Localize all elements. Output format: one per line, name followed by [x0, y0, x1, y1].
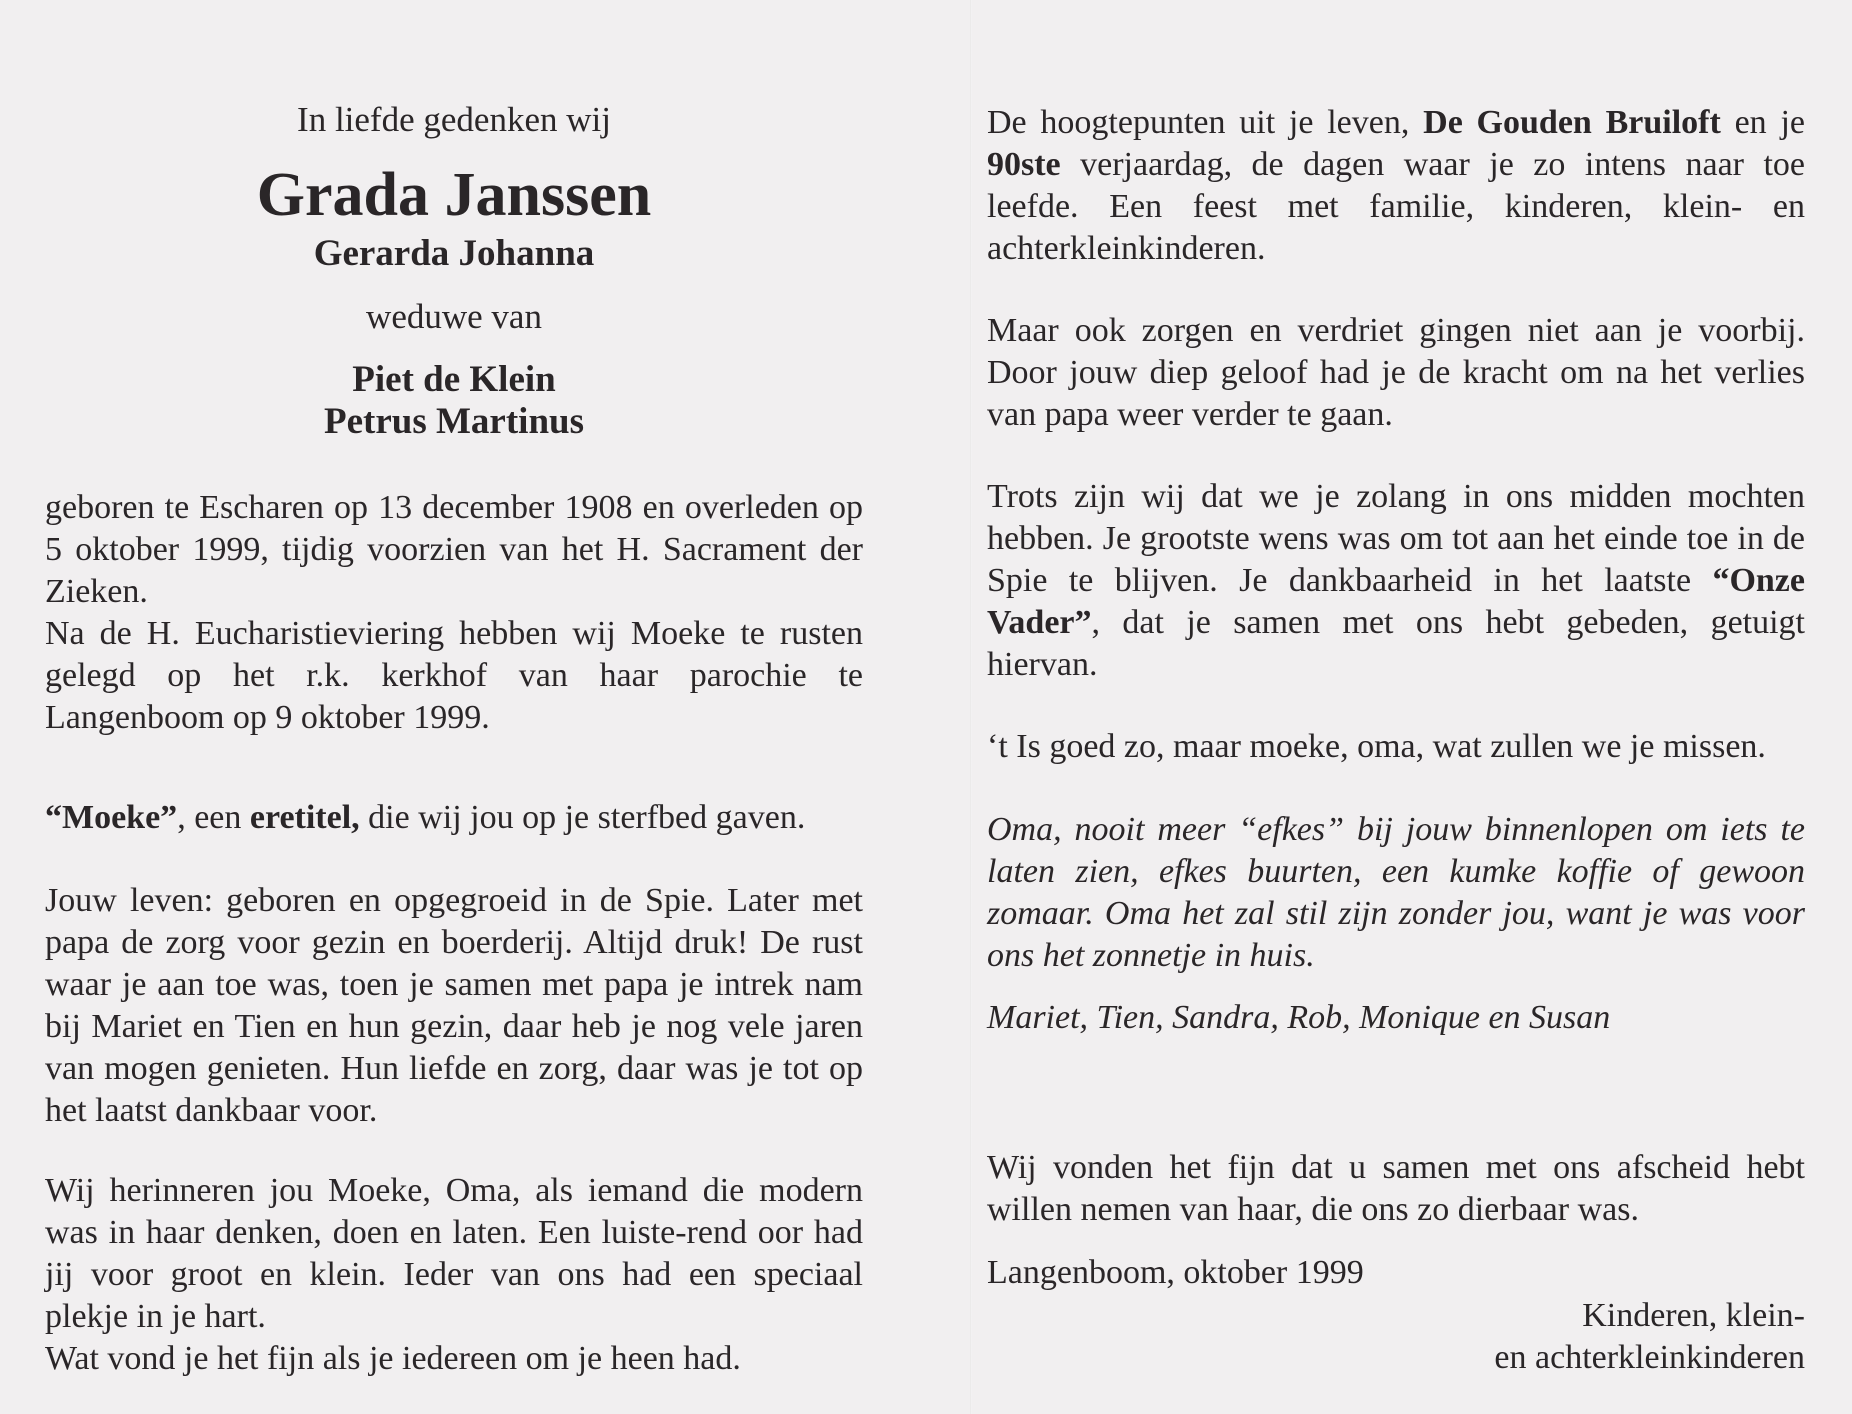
card-fold: [970, 0, 972, 1414]
signature-line-2: en achterkleinkinderen: [1494, 1339, 1805, 1376]
proud-paragraph: [987, 476, 1805, 686]
memory-closing-line: Wat vond je het fijn als je iedereen om je heen had.: [45, 1340, 741, 1377]
moeke-quote: “Moeke”: [45, 799, 178, 836]
deceased-given-names: Gerarda Johanna: [313, 233, 595, 274]
proud-text-2: , dat je samen met ons hebt gebeden, getuigt hiervan.: [987, 604, 1805, 683]
signature-line-1: Kinderen, klein-: [1582, 1297, 1805, 1334]
life-paragraph: Jouw leven: geboren en opgegroeid in de Spie. Later met papa de zorg voor gezin en boerderij. Altijd druk! De rust waar je aan toe was, toen je samen met papa je intrek nam bij Mariet en Tien en hun gezin, daar heb je nog vele jaren van mogen genieten. Hun liefde en zorg, daar was je tot op het laatst dankbaar voor.: [45, 882, 863, 1129]
grandchildren-names: Mariet, Tien, Sandra, Rob, Monique en Susan: [987, 999, 1611, 1036]
thanks-paragraph: Wij vonden het fijn dat u samen met ons afscheid hebt willen nemen van haar, die ons zo dierbaar was.: [987, 1149, 1805, 1228]
moeke-paragraph: [45, 797, 863, 839]
highlights-text-1: De hoogtepunten uit je leven,: [987, 104, 1424, 141]
proud-text-1: Trots zijn wij dat we je zolang in ons midden mochten hebben. Je grootste wens was om tot aan het einde toe in de Spie te blijven. Je dankbaarheid in het laatste: [987, 478, 1805, 599]
place-date: Langenboom, oktober 1999: [987, 1254, 1364, 1291]
moeke-text-1: , een: [177, 799, 250, 836]
onze-vader: “Onze Vader”: [987, 562, 1805, 641]
highlights-paragraph: [987, 102, 1805, 270]
intro-line: In liefde gedenken wij: [297, 100, 611, 139]
sorrow-paragraph: Maar ook zorgen en verdriet gingen niet aan je voorbij. Door jouw diep geloof had je de kracht om na het verlies van papa weer verder te gaan.: [987, 312, 1805, 433]
moeke-text-2: die wij jou op je sterfbed gaven.: [359, 799, 806, 836]
husband-name: Piet de Klein: [352, 359, 556, 400]
oma-paragraph: Oma, nooit meer “efkes” bij jouw binnenlopen om iets te laten zien, efkes buurten, een kumke koffie of gewoon zomaar. Oma het zal stil zijn zonder jou, want je was voor ons het zonnetje in huis.: [987, 811, 1805, 974]
highlights-text-3: verjaardag, de dagen waar je zo intens naar toe leefde. Een feest met familie, kinderen, klein- en achterkleinkinderen.: [987, 146, 1805, 267]
deceased-name: Grada Janssen: [256, 161, 652, 229]
ninetieth: 90ste: [987, 146, 1061, 183]
golden-wedding: De Gouden Bruiloft: [1423, 104, 1721, 141]
birth-death-paragraph: geboren te Escharen op 13 december 1908 en overleden op 5 oktober 1999, tijdig voorzien van het H. Sacrament der Zieken.: [45, 489, 863, 610]
memory-paragraph: Wij herinneren jou Moeke, Oma, als iemand die modern was in haar denken, doen en laten. Een luiste-rend oor had jij voor groot en klein. Ieder van ons had een speciaal plekje in je hart.: [45, 1172, 863, 1335]
widow-of-line: weduwe van: [366, 297, 542, 336]
highlights-text-2: en je: [1720, 104, 1805, 141]
goodbye-line: ‘t Is goed zo, maar moeke, oma, wat zullen we je missen.: [987, 728, 1766, 765]
moeke-honorific: eretitel,: [249, 799, 360, 836]
burial-paragraph: Na de H. Eucharistieviering hebben wij Moeke te rusten gelegd op het r.k. kerkhof van haar parochie te Langenboom op 9 oktober 1999.: [45, 615, 863, 736]
husband-given-names: Petrus Martinus: [324, 401, 584, 442]
